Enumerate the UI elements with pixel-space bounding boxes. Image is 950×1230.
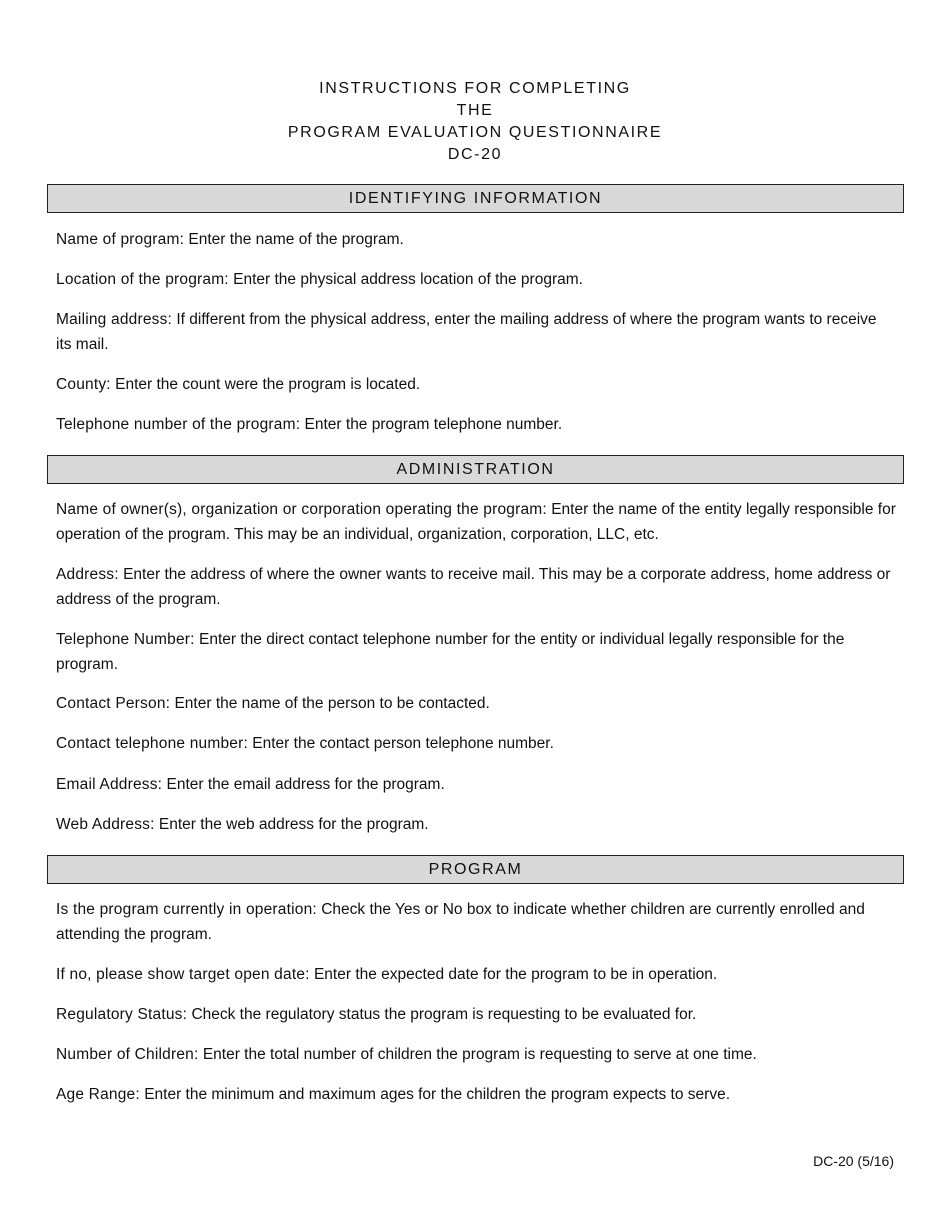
entry-telephone-number-of-program — [56, 413, 896, 438]
entry-term: Email Address: — [56, 776, 163, 793]
entry-term: Telephone number of the program: — [56, 416, 301, 433]
entry-address — [56, 563, 896, 612]
entry-term: Is the program currently in operation: — [56, 901, 317, 918]
section-header-administration: ADMINISTRATION — [47, 455, 904, 484]
entry-contact-person — [56, 692, 896, 717]
entry-description: Check the Yes or No box to indicate whether children are currently enrolled and attending the program. — [56, 901, 865, 943]
entry-term: Contact telephone number: — [56, 735, 248, 752]
entry-term: Name of program: — [56, 231, 185, 248]
entry-description: Enter the name of the program. — [188, 231, 404, 248]
title-line-4: DC-20 — [447, 146, 503, 163]
entry-description: Enter the program telephone number. — [304, 416, 563, 433]
entry-description: If different from the physical address, enter the mailing address of where the program wants to receive its mail. — [56, 311, 877, 353]
entry-description: Enter the expected date for the program to be in operation. — [313, 966, 718, 983]
entry-term: Name of owner(s), organization or corporation operating the program: — [56, 501, 547, 518]
entry-term: Address: — [56, 566, 119, 583]
entry-description: Enter the minimum and maximum ages for the children the program expects to serve. — [144, 1086, 731, 1103]
title-line-2: THE — [456, 102, 494, 119]
entry-telephone-number — [56, 628, 896, 677]
entry-term: If no, please show target open date: — [56, 966, 310, 983]
entry-age-range — [56, 1083, 896, 1108]
document-title — [0, 78, 950, 166]
entry-term: Contact Person: — [56, 695, 171, 712]
title-line-3: PROGRAM EVALUATION QUESTIONNAIRE — [287, 124, 663, 141]
entry-term: Mailing address: — [56, 311, 173, 328]
entry-location-of-program — [56, 268, 896, 293]
section-header-program: PROGRAM — [47, 855, 904, 884]
entry-term: Telephone Number: — [56, 631, 195, 648]
entry-contact-telephone-number — [56, 732, 896, 757]
entry-description: Enter the physical address location of the program. — [233, 271, 583, 288]
entry-description: Enter the web address for the program. — [158, 816, 429, 833]
entry-regulatory-status — [56, 1003, 896, 1028]
entry-description: Enter the contact person telephone number. — [252, 735, 554, 752]
entry-term: Age Range: — [56, 1086, 140, 1103]
entry-description: Enter the address of where the owner wants to receive mail. This may be a corporate address, home address or address of the program. — [56, 566, 891, 608]
entry-description: Enter the count were the program is located. — [115, 376, 421, 393]
entry-description: Enter the name of the entity legally responsible for operation of the program. This may be an individual, organization, corporation, LLC, etc. — [56, 501, 896, 543]
entry-term: County: — [56, 376, 111, 393]
entry-email-address — [56, 773, 896, 798]
entry-county — [56, 373, 896, 398]
entry-term: Number of Children: — [56, 1046, 199, 1063]
form-revision-footer: DC-20 (5/16) — [813, 1153, 894, 1169]
entry-name-of-program — [56, 228, 896, 253]
entry-description: Check the regulatory status the program is requesting to be evaluated for. — [191, 1006, 697, 1023]
entry-description: Enter the total number of children the program is requesting to serve at one time. — [202, 1046, 757, 1063]
entry-term: Regulatory Status: — [56, 1006, 188, 1023]
entry-term: Location of the program: — [56, 271, 229, 288]
entry-description: Enter the email address for the program. — [166, 776, 445, 793]
entry-target-open-date — [56, 963, 896, 988]
entry-name-of-owner — [56, 498, 896, 547]
entry-term: Web Address: — [56, 816, 155, 833]
entry-description: Enter the direct contact telephone number for the entity or individual legally responsible for the program. — [56, 631, 845, 673]
title-line-1: INSTRUCTIONS FOR COMPLETING — [319, 80, 631, 97]
entry-number-of-children — [56, 1043, 896, 1068]
entry-program-in-operation — [56, 898, 896, 947]
entry-description: Enter the name of the person to be contacted. — [174, 695, 490, 712]
entry-mailing-address — [56, 308, 896, 357]
section-header-identifying-information: IDENTIFYING INFORMATION — [47, 184, 904, 213]
entry-web-address — [56, 813, 896, 838]
